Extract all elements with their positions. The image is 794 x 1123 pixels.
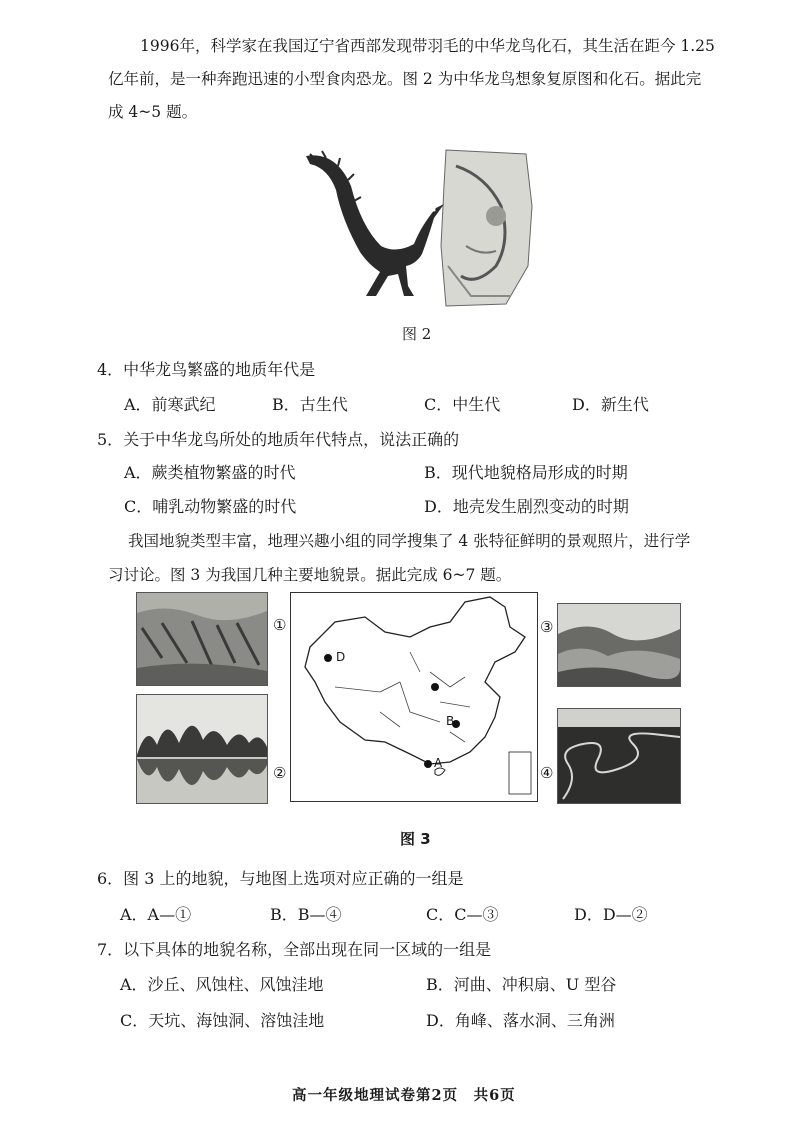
landform-photo-2	[136, 694, 268, 804]
question-5-option-b[interactable]: B．现代地貌格局形成的时期	[424, 463, 628, 482]
marker-2: ②	[273, 764, 287, 782]
question-7-option-c[interactable]: C．天坑、海蚀洞、溶蚀洼地	[120, 1011, 325, 1030]
map-point-a: A	[434, 756, 443, 770]
intro-line-3: 成 4~5 题。	[108, 103, 198, 121]
figure-3-caption: 图 3	[400, 830, 431, 848]
map-point-b: B	[446, 714, 455, 728]
question-6-option-c[interactable]: C．C—③	[426, 905, 499, 924]
landform-photo-4	[557, 708, 681, 804]
question-4-option-c[interactable]: C．中生代	[424, 395, 501, 414]
figure-2-caption: 图 2	[402, 325, 432, 343]
question-7-option-a[interactable]: A．沙丘、风蚀柱、风蚀洼地	[120, 975, 324, 994]
china-map	[290, 592, 538, 802]
map-point-d: D	[336, 650, 346, 664]
landform-photo-1	[136, 592, 268, 686]
intro2-line-2: 习讨论。图 3 为我国几种主要地貌景。据此完成 6~7 题。	[108, 566, 512, 584]
marker-3: ③	[540, 618, 554, 636]
question-6-option-d[interactable]: D．D—②	[574, 905, 648, 924]
question-4-option-b[interactable]: B．古生代	[272, 395, 348, 414]
figure-2-image	[296, 146, 536, 311]
intro-line-2: 亿年前，是一种奔跑迅速的小型食肉恐龙。图 2 为中华龙鸟想象复原图和化石。据此完	[108, 70, 702, 88]
landform-photo-3	[557, 603, 681, 687]
intro-line-1: 1996年，科学家在我国辽宁省西部发现带羽毛的中华龙鸟化石，其生活在距今 1.25	[140, 37, 715, 55]
question-4-option-d[interactable]: D．新生代	[572, 395, 649, 414]
question-6-option-b[interactable]: B．B—④	[270, 905, 342, 924]
question-4-option-a[interactable]: A．前寒武纪	[124, 395, 216, 414]
question-4-stem: 4．中华龙鸟繁盛的地质年代是	[97, 360, 316, 379]
question-5-option-a[interactable]: A．蕨类植物繁盛的时代	[124, 463, 296, 482]
question-6-stem: 6．图 3 上的地貌，与地图上选项对应正确的一组是	[97, 869, 464, 888]
marker-1: ①	[273, 616, 287, 634]
marker-4: ④	[540, 764, 554, 782]
question-7-stem: 7．以下具体的地貌名称，全部出现在同一区域的一组是	[97, 940, 492, 959]
question-5-option-c[interactable]: C．哺乳动物繁盛的时代	[124, 497, 297, 516]
intro2-line-1: 我国地貌类型丰富，地理兴趣小组的同学搜集了 4 张特征鲜明的景观照片，进行学	[128, 532, 691, 550]
page-footer: 高一年级地理试卷第2页 共6页	[292, 1087, 516, 1104]
question-7-option-b[interactable]: B．河曲、冲积扇、U 型谷	[426, 975, 617, 994]
question-7-option-d[interactable]: D．角峰、落水洞、三角洲	[426, 1011, 615, 1030]
question-5-option-d[interactable]: D．地壳发生剧烈变动的时期	[424, 497, 629, 516]
question-6-option-a[interactable]: A．A—①	[120, 905, 192, 924]
question-5-stem: 5．关于中华龙鸟所处的地质年代特点，说法正确的	[97, 430, 460, 449]
